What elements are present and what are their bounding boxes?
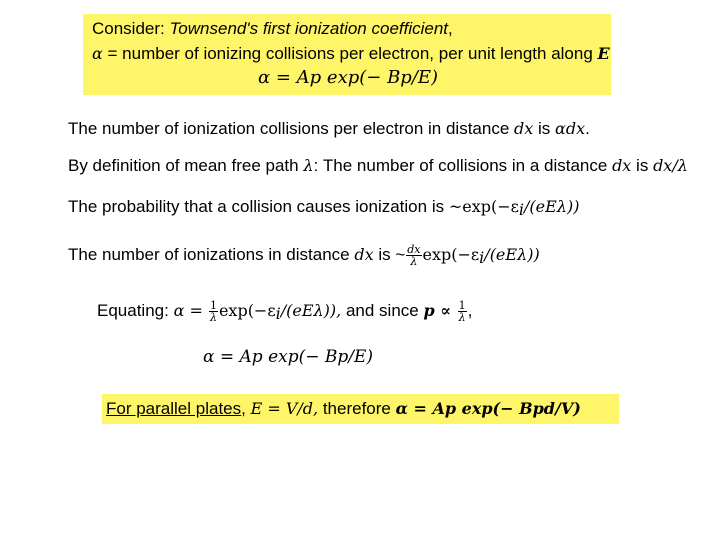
statement-text: The probability that a collision causes ionization is	[68, 197, 449, 216]
math-dx: dx	[354, 245, 374, 264]
parallel-plates-comma: ,	[241, 399, 251, 418]
definition-line-1	[92, 18, 453, 40]
statement-is: is	[533, 119, 556, 138]
math-subscript-i: i	[479, 248, 485, 267]
math-alpha-dx: αdx	[555, 119, 586, 138]
therefore-text: therefore	[318, 399, 396, 418]
math-p-proportional: p ∝	[423, 301, 457, 320]
fraction-numerator: 1	[458, 299, 466, 313]
parallel-plates-line	[106, 398, 581, 420]
field-symbol: E	[597, 44, 610, 63]
fraction-one-lambda	[209, 300, 218, 323]
math-subscript-i: i	[275, 304, 281, 323]
fraction-denominator: λ	[410, 255, 418, 269]
coefficient-title: Townsend's first ionization coefficient	[169, 19, 449, 38]
fraction-one-lambda-2	[458, 300, 467, 323]
alpha-symbol: α	[92, 44, 103, 63]
math-dx-over-lambda: dx/λ	[653, 156, 688, 175]
equating-label: Equating:	[97, 301, 174, 320]
math-dx: dx	[612, 156, 632, 175]
statement-is: is	[631, 156, 654, 175]
math-exp-end: /(eEλ))	[484, 245, 540, 264]
statement-probability	[68, 196, 579, 218]
parallel-plates-label: For parallel plates	[106, 399, 242, 418]
math-subscript-i: i	[518, 200, 525, 219]
math-exp-start: ~exp(−ε	[448, 197, 519, 216]
math-exp-start: exp(−ε	[218, 301, 276, 320]
townsend-formula: α = Ap exp(− Bp/E)	[258, 67, 439, 88]
result-formula	[203, 346, 373, 368]
math-dx: dx	[514, 119, 534, 138]
math-parallel-plates-alpha: α = Ap exp(− Bpd/V)	[395, 399, 581, 418]
statement-is: is ~	[373, 245, 406, 264]
townsend-formula-result: α = Ap exp(− Bp/E)	[203, 347, 374, 367]
statement-equating	[97, 300, 472, 323]
statement-text: The number of ionization collisions per electron in distance	[68, 119, 515, 138]
fraction-dx-lambda	[406, 244, 421, 267]
fraction-numerator: 1	[209, 299, 217, 313]
math-field-equals: E = V/d,	[250, 399, 319, 418]
statement-text: The number of ionizations in distance	[68, 245, 355, 264]
statement-collisions	[68, 118, 590, 140]
statement-period: .	[585, 119, 590, 138]
statement-comma: ,	[467, 301, 473, 320]
math-alpha-equals: α =	[173, 301, 208, 320]
math-lambda: λ	[303, 156, 314, 175]
statement-mean-free-path	[68, 155, 688, 177]
fraction-denominator: λ	[209, 311, 217, 325]
statement-text: By definition of mean free path	[68, 156, 304, 175]
fraction-numerator: dx	[407, 243, 421, 257]
math-exp-end: /(eEλ)),	[280, 301, 342, 320]
math-exp-start: exp(−ε	[422, 245, 480, 264]
math-exp-end: /(eEλ))	[524, 197, 580, 216]
statement-text-mid: : The number of collisions in a distance	[313, 156, 613, 175]
title-comma: ,	[448, 19, 453, 38]
fraction-denominator: λ	[458, 311, 466, 325]
statement-ionizations	[68, 244, 540, 267]
consider-label: Consider:	[92, 19, 170, 38]
since-text: and since	[341, 301, 424, 320]
alpha-definition: = number of ionizing collisions per electron, per unit length along	[102, 44, 598, 63]
definition-formula	[258, 67, 438, 89]
definition-line-2	[92, 43, 610, 65]
